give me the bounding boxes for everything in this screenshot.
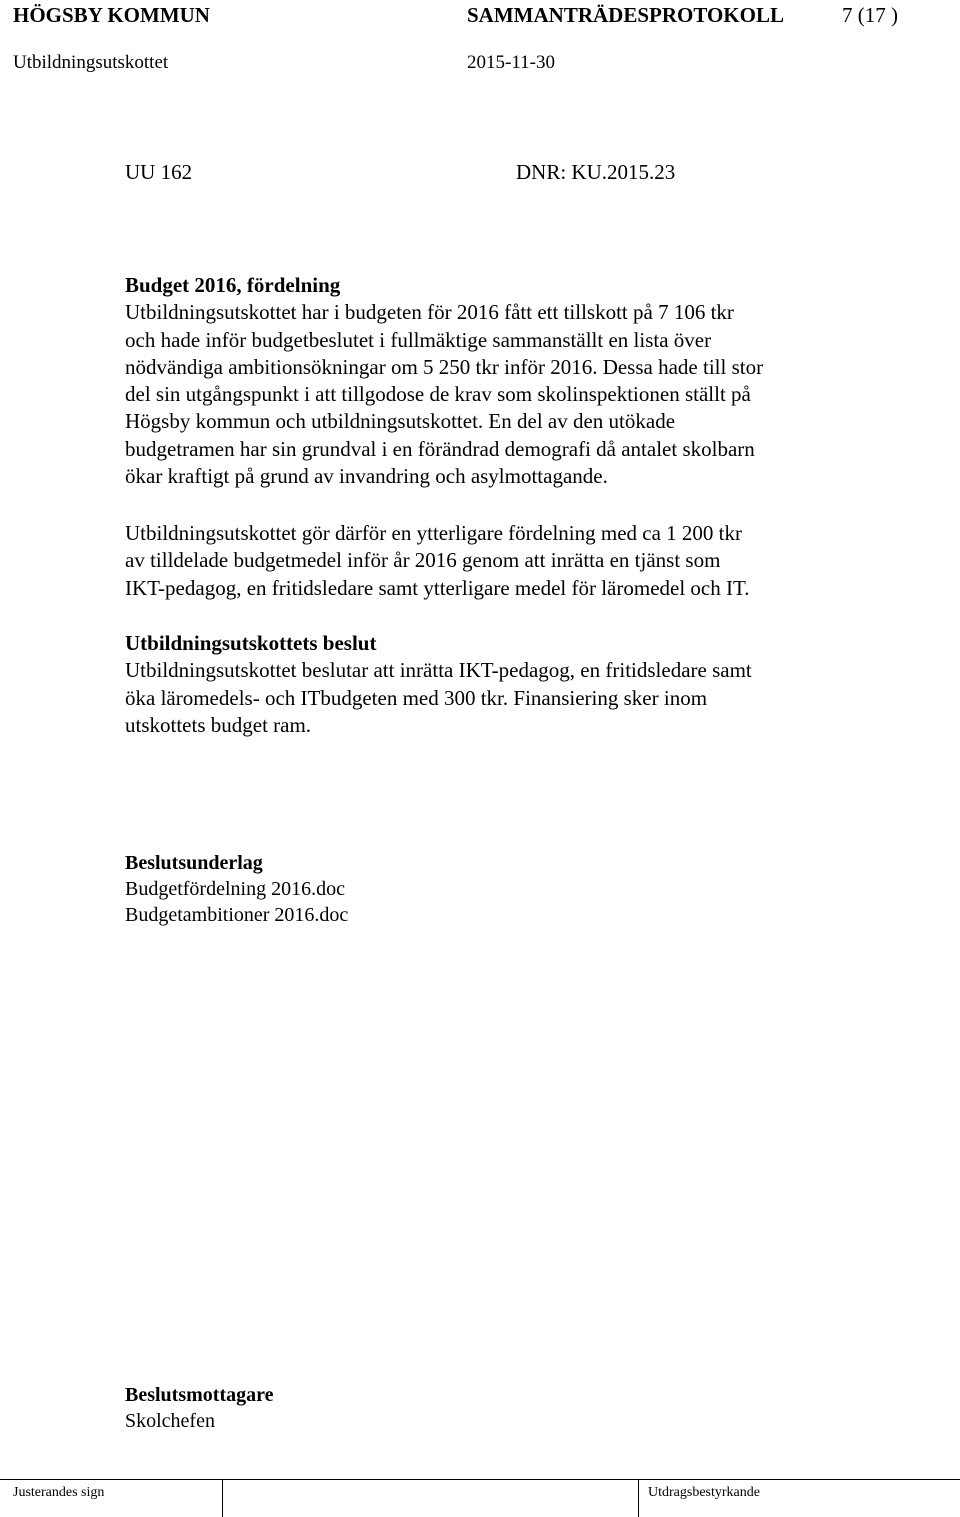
budget-line: ökar kraftigt på grund av invandring och asylmottagande. [125, 464, 608, 489]
section-heading-budget: Budget 2016, fördelning [125, 273, 341, 297]
case-number: UU 162 [125, 160, 193, 184]
footer-divider [222, 1479, 223, 1517]
footer-extract-label: Utdragsbestyrkande [648, 1485, 760, 1500]
section-heading-recipients: Beslutsmottagare [125, 1384, 274, 1406]
decision-section [125, 630, 870, 739]
basis-item: Budgetfördelning 2016.doc [125, 878, 345, 900]
document-type: SAMMANTRÄDESPROTOKOLL [467, 3, 784, 27]
section-heading-basis: Beslutsunderlag [125, 852, 263, 874]
municipality-name: HÖGSBY KOMMUN [13, 3, 210, 27]
committee-name: Utbildningsutskottet [13, 52, 169, 73]
budget-line: del sin utgångspunkt i att tillgodose de krav som skolinspektionen ställt på [125, 382, 751, 407]
distribution-line: av tilldelade budgetmedel inför år 2016 genom att inrätta en tjänst som [125, 548, 721, 573]
budget-line: nödvändiga ambitionsökningar om 5 250 tkr inför 2016. Dessa hade till stor [125, 354, 764, 379]
section-heading-decision: Utbildningsutskottets beslut [125, 631, 377, 655]
footer-rule [0, 1479, 960, 1480]
footer-sign-label: Justerandes sign [13, 1485, 105, 1500]
distribution-paragraph [125, 520, 870, 602]
budget-section [125, 272, 870, 490]
recipient-item: Skolchefen [125, 1410, 215, 1432]
diary-number: DNR: KU.2015.23 [516, 160, 676, 184]
distribution-line: IKT-pedagog, en fritidsledare samt ytterligare medel för läromedel och IT. [125, 575, 750, 600]
budget-line: och hade inför budgetbeslutet i fullmäktige sammanställt en lista över [125, 327, 712, 352]
recipients-section [125, 1382, 870, 1434]
meeting-date: 2015-11-30 [467, 52, 555, 73]
decision-line: öka läromedels- och ITbudgeten med 300 tkr. Finansiering sker inom [125, 685, 708, 710]
basis-item: Budgetambitioner 2016.doc [125, 904, 349, 926]
budget-line: Utbildningsutskottet har i budgeten för 2016 fått ett tillskott på 7 106 tkr [125, 300, 734, 325]
distribution-line: Utbildningsutskottet gör därför en ytterligare fördelning med ca 1 200 tkr [125, 521, 743, 545]
basis-section [125, 850, 870, 928]
page-number: 7 (17 ) [842, 3, 898, 27]
decision-line: utskottets budget ram. [125, 712, 312, 737]
budget-line: budgetramen har sin grundval i en förändrad demografi då antalet skolbarn [125, 436, 755, 461]
footer-divider [638, 1479, 639, 1517]
budget-line: Högsby kommun och utbildningsutskottet. En del av den utökade [125, 409, 676, 434]
decision-line: Utbildningsutskottet beslutar att inrätta IKT-pedagog, en fritidsledare samt [125, 658, 752, 683]
